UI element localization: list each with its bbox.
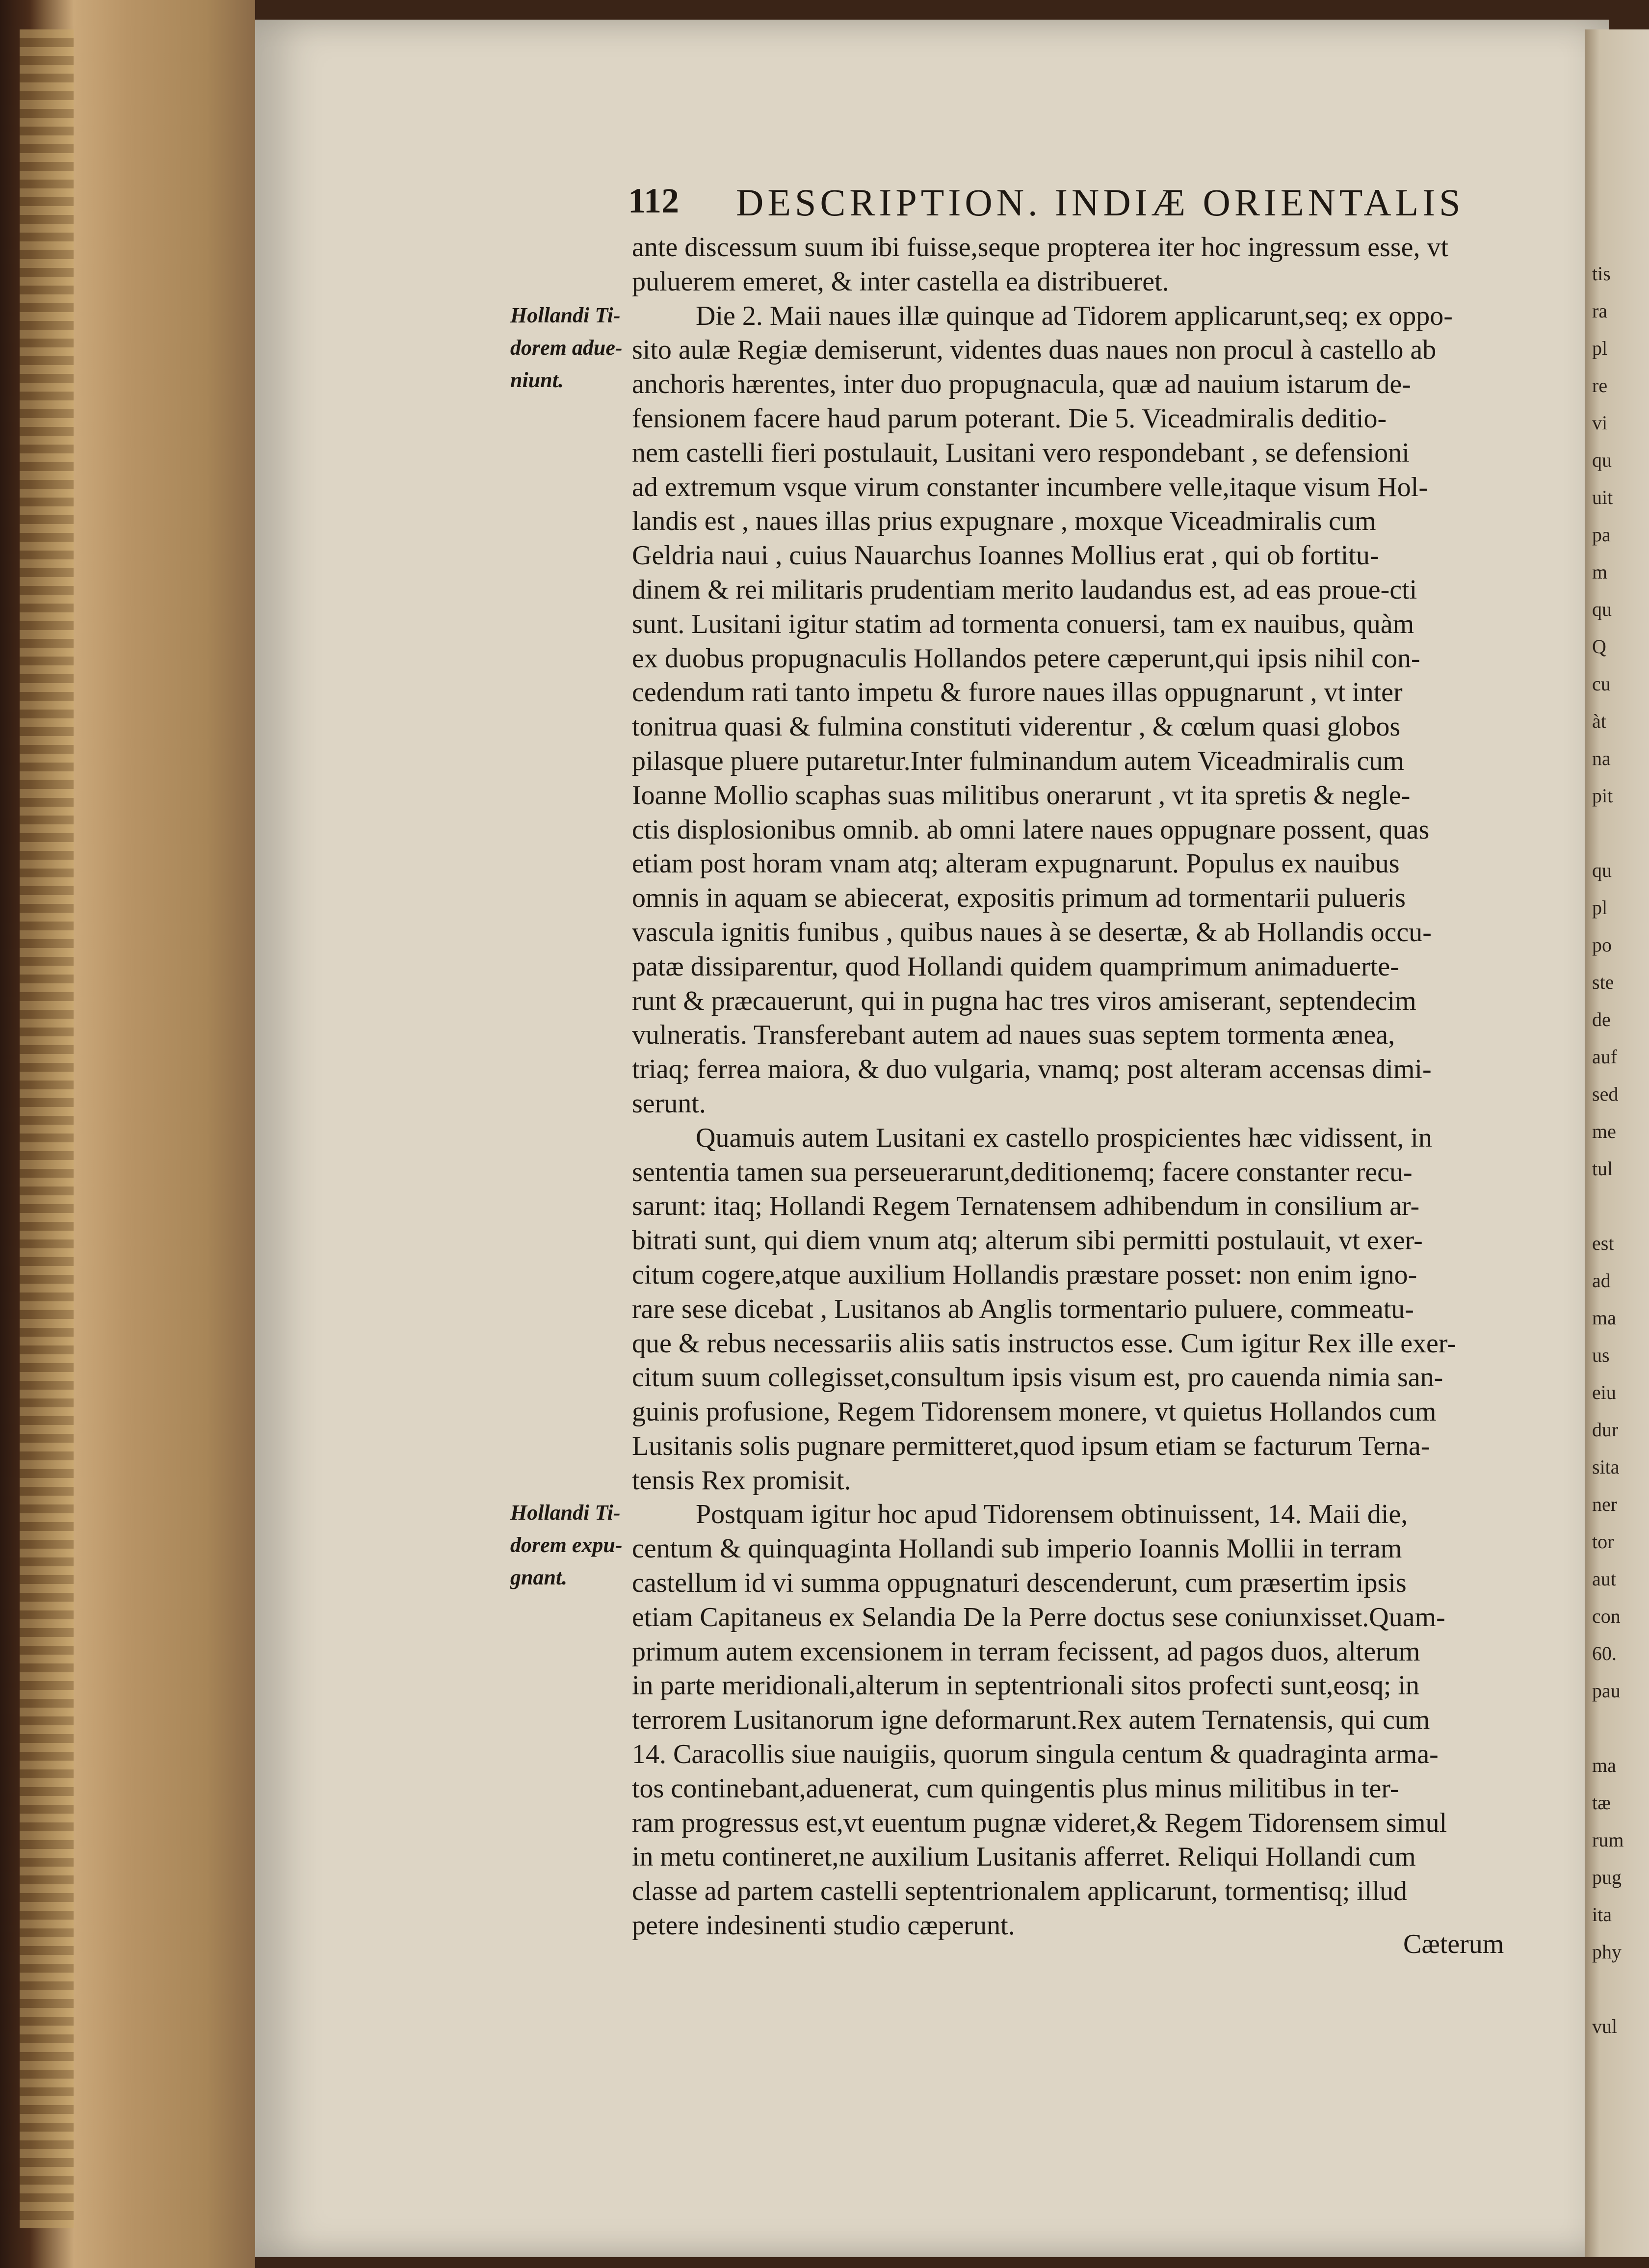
margin-note-line: dorem adue-	[510, 336, 623, 360]
text-line: fensionem facere haud parum poterant. Die 5. Viceadmiralis deditio-	[632, 403, 1387, 434]
facing-page-fragment: me	[1592, 1120, 1616, 1142]
gilt-binding-strip	[20, 29, 74, 2228]
facing-page-fragment: ste	[1592, 971, 1614, 993]
facing-page-fragment: ma	[1592, 1754, 1616, 1776]
text-line: tonitrua quasi & fulmina constituti viderentur , & cœlum quasi globos	[632, 712, 1401, 742]
paragraph	[632, 1121, 1525, 1498]
facing-page-fragment: cu	[1592, 673, 1611, 695]
facing-page-fragment: re	[1592, 374, 1608, 396]
facing-page-fragment: sed	[1592, 1083, 1619, 1105]
text-line: Geldria naui , cuius Nauarchus Ioannes Mollius erat , qui ob fortitu-	[632, 540, 1379, 571]
text-line: pilasque pluere putaretur.Inter fulminandum autem Viceadmiralis cum	[632, 745, 1404, 776]
facing-page-fragment: pa	[1592, 524, 1611, 546]
facing-page-fragment: us	[1592, 1344, 1610, 1366]
text-line: ante discessum suum ibi fuisse,seque propterea iter hoc ingressum esse, vt	[632, 232, 1449, 263]
facing-page-fragment: dur	[1592, 1419, 1619, 1441]
text-line: classe ad partem castelli septentrionalem applicarunt, tormentisq; illud	[632, 1876, 1407, 1907]
text-line: omnis in aquam se abiecerat, expositis primum ad tormentarii pulueris	[632, 883, 1406, 914]
main-text-body	[632, 231, 1525, 1968]
text-line: tos continebant,aduenerat, cum quingentis plus minus militibus in ter-	[632, 1773, 1399, 1804]
margin-note-line: Hollandi Ti-	[510, 1501, 621, 1525]
text-line: sito aulæ Regiæ demiserunt, videntes duas naues non procul à castello ab	[632, 335, 1437, 366]
text-line: ctis displosionibus omnib. ab omni latere naues oppugnare possent, quas	[632, 814, 1430, 845]
facing-page-fragment: vul	[1592, 2015, 1618, 2037]
facing-page-fragment: uit	[1592, 486, 1613, 508]
text-line: Quamuis autem Lusitani ex castello prospicientes hæc vidissent, in	[696, 1122, 1432, 1153]
header-title: DESCRIPTION. INDIÆ ORIENTALIS	[736, 181, 1465, 224]
facing-page-fragment	[1592, 815, 1646, 852]
text-line: vascula ignitis funibus , quibus naues à se desertæ, & ab Hollandis occu-	[632, 917, 1432, 948]
facing-page-fragments	[1592, 255, 1646, 2037]
text-line: citum cogere,atque auxilium Hollandis præstare posset: non enim igno-	[632, 1259, 1417, 1290]
text-line: citum suum collegisset,consultum ipsis visum est, pro cauenda nimia san-	[632, 1362, 1443, 1393]
facing-page-fragment: Q	[1592, 635, 1606, 658]
facing-page-fragment	[1592, 1971, 1646, 2008]
facing-page-fragment: de	[1592, 1008, 1611, 1030]
paragraph	[632, 231, 1525, 299]
facing-page-fragment: na	[1592, 747, 1611, 769]
facing-page-fragment: auf	[1592, 1046, 1618, 1068]
text-line: anchoris hærentes, inter duo propugnacula, quæ ad nauium istarum de-	[632, 369, 1411, 400]
facing-page-fragment: vi	[1592, 412, 1608, 434]
facing-page-fragment: rum	[1592, 1829, 1624, 1851]
text-line: Ioanne Mollio scaphas suas militibus onerarunt , vt ita spretis & negle-	[632, 780, 1411, 811]
margin-note-1	[510, 299, 623, 396]
text-line: in metu contineret,ne auxilium Lusitanis afferret. Reliqui Hollandi cum	[632, 1842, 1416, 1872]
facing-page-fragment: phy	[1592, 1941, 1622, 1963]
text-line: primum autem excensionem in terram fecissent, ad pagos duos, alterum	[632, 1636, 1420, 1667]
text-line: puluerem emeret, & inter castella ea distribueret.	[632, 266, 1169, 297]
facing-page-fragment: aut	[1592, 1568, 1616, 1590]
text-line: vulneratis. Transferebant autem ad naues suas septem tormenta ænea,	[632, 1020, 1395, 1051]
text-line: Postquam igitur hoc apud Tidorensem obtinuissent, 14. Maii die,	[696, 1499, 1408, 1530]
facing-page-fragment: pau	[1592, 1680, 1621, 1702]
margin-note-line: niunt.	[510, 368, 564, 392]
text-line: runt & præcauerunt, qui in pugna hac tres viros amiserant, septendecim	[632, 985, 1416, 1016]
text-line: tensis Rex promisit.	[632, 1465, 851, 1496]
text-line: nem castelli fieri postulauit, Lusitani vero respondebant , se defensioni	[632, 437, 1410, 468]
facing-page-fragment: eiu	[1592, 1381, 1616, 1403]
text-line: 14. Caracollis siue nauigiis, quorum singula centum & quadraginta arma-	[632, 1739, 1439, 1770]
text-line: cedendum rati tanto impetu & furore naues illas oppugnarunt , vt inter	[632, 677, 1403, 708]
text-line: triaq; ferrea maiora, & duo vulgaria, vnamq; post alteram accensas dimi-	[632, 1054, 1432, 1085]
facing-page-fragment: qu	[1592, 598, 1612, 620]
text-line: sunt. Lusitani igitur statim ad tormenta conuersi, tam ex nauibus, quàm	[632, 608, 1414, 639]
text-line: ad extremum vsque virum constanter incumbere velle,itaque visum Hol-	[632, 472, 1428, 502]
text-line: castellum id vi summa oppugnaturi descenderunt, cum præsertim ipsis	[632, 1568, 1407, 1599]
facing-page-fragment: pl	[1592, 897, 1608, 919]
facing-page-fragment: est	[1592, 1232, 1614, 1254]
facing-page-fragment: pl	[1592, 337, 1608, 359]
catchword: Cæterum	[1403, 1929, 1504, 1959]
facing-page-fragment: tor	[1592, 1530, 1614, 1553]
text-line: sarunt: itaq; Hollandi Regem Ternatensem adhibendum in consilium ar-	[632, 1191, 1420, 1222]
facing-page-fragment: ner	[1592, 1493, 1618, 1515]
text-line: landis est , naues illas prius expugnare , moxque Viceadmiralis cum	[632, 506, 1376, 537]
facing-page-fragment	[1592, 1710, 1646, 1747]
text-line: Lusitanis solis pugnare permitteret,quod ipsum etiam se facturum Terna-	[632, 1430, 1430, 1461]
facing-page-fragment: qu	[1592, 859, 1612, 881]
facing-page-fragment: 60.	[1592, 1642, 1617, 1664]
margin-note-line: dorem expu-	[510, 1533, 623, 1557]
facing-page-fragment: pit	[1592, 785, 1613, 807]
text-line: centum & quinquaginta Hollandi sub imperio Ioannis Mollii in terram	[632, 1533, 1402, 1564]
facing-page-fragment: ita	[1592, 1903, 1612, 1925]
paragraph	[632, 299, 1525, 1121]
margin-note-line: Hollandi Ti-	[510, 303, 621, 327]
facing-page-fragment: qu	[1592, 449, 1612, 471]
running-header	[628, 181, 1506, 230]
text-line: Die 2. Maii naues illæ quinque ad Tidorem applicarunt,seq; ex oppo-	[696, 300, 1453, 331]
facing-page-fragment: ma	[1592, 1307, 1616, 1329]
facing-page-fragment: tæ	[1592, 1792, 1611, 1814]
text-line: sententia tamen sua perseuerarunt,deditionemq; facere constanter recu-	[632, 1157, 1413, 1187]
text-line: terrorem Lusitanorum igne deformarunt.Rex autem Ternatensis, qui cum	[632, 1705, 1430, 1736]
text-line: petere indesinenti studio cæperunt.	[632, 1910, 1015, 1941]
facing-page-fragment: ad	[1592, 1269, 1611, 1292]
margin-note-2	[510, 1497, 623, 1594]
margin-note-line: gnant.	[510, 1565, 568, 1589]
paragraph	[632, 1498, 1525, 1943]
text-line: que & rebus necessariis aliis satis instructos esse. Cum igitur Rex ille exer-	[632, 1328, 1457, 1359]
facing-page-fragment: àt	[1592, 710, 1606, 732]
facing-page-fragment: tis	[1592, 263, 1611, 285]
text-line: etiam post horam vnam atq; alteram expugnarunt. Populus ex nauibus	[632, 848, 1400, 879]
text-line: bitrati sunt, qui diem vnum atq; alterum sibi permitti postulauit, vt exer-	[632, 1225, 1423, 1256]
text-line: ram progressus est,vt euentum pugnæ videret,& Regem Tidorensem simul	[632, 1807, 1447, 1838]
text-line: guinis profusione, Regem Tidorensem monere, vt quietus Hollandos cum	[632, 1397, 1437, 1427]
facing-page-fragment: po	[1592, 934, 1612, 956]
text-line: ex duobus propugnaculis Hollandos petere cæperunt,qui ipsis nihil con-	[632, 643, 1420, 674]
text-line: serunt.	[632, 1088, 706, 1119]
facing-page-fragment: tul	[1592, 1158, 1613, 1180]
text-line: in parte meridionali,alterum in septentrionali sitos profecti sunt,eosq; in	[632, 1670, 1419, 1701]
facing-page-fragment: con	[1592, 1605, 1621, 1627]
facing-page-fragment: ra	[1592, 300, 1608, 322]
text-line: dinem & rei militaris prudentiam merito laudandus est, ad eas proue-cti	[632, 574, 1417, 605]
page-number: 112	[628, 181, 680, 220]
facing-page-fragment: sita	[1592, 1456, 1620, 1478]
facing-page-fragment	[1592, 1187, 1646, 1225]
facing-page-fragment: pug	[1592, 1866, 1622, 1888]
text-line: etiam Capitaneus ex Selandia De la Perre doctus sese coniunxisset.Quam-	[632, 1602, 1445, 1633]
text-line: rare sese dicebat , Lusitanos ab Anglis tormentario puluere, commeatu-	[632, 1293, 1414, 1324]
text-line: patæ dissiparentur, quod Hollandi quidem quamprimum animaduerte-	[632, 951, 1399, 982]
facing-page-fragment: m	[1592, 561, 1608, 583]
